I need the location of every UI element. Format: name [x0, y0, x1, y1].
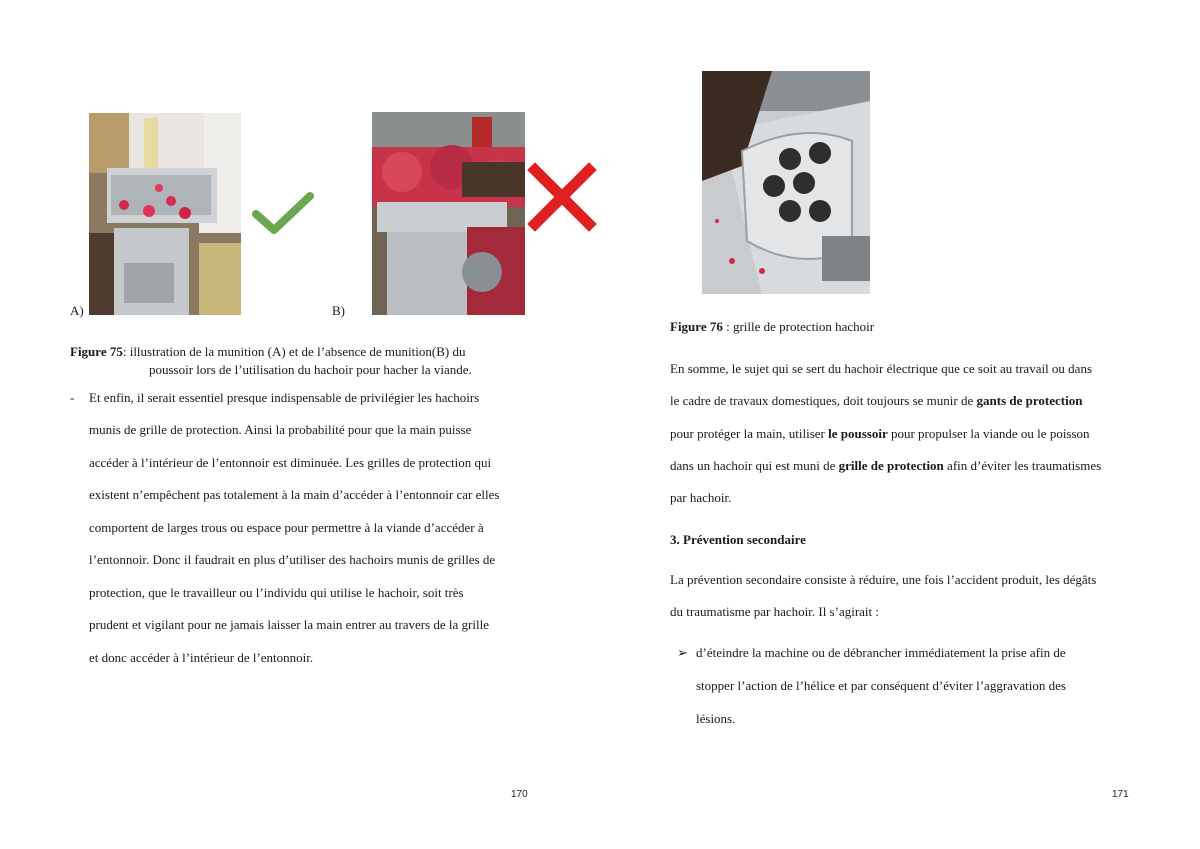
figure75-number: Figure 75: [70, 344, 123, 359]
summary-line: par hachoir.: [670, 490, 732, 505]
paragraph-line: accéder à l’intérieur de l’entonnoir est diminuée. Les grilles de protection qui: [89, 455, 492, 470]
page-number-left: 170: [511, 789, 528, 800]
summary-line: pour protéger la main, utiliser le poussoir pour propulser la viande ou le poisson: [670, 426, 1090, 441]
figure75-caption-line1: Figure 75: illustration de la munition (A) et de l’absence de munition(B) du: [70, 344, 466, 359]
bullet-line: d’éteindre la machine ou de débrancher immédiatement la prise afin de: [696, 645, 1066, 660]
paragraph-line: comportent de larges trous ou espace pour permettre à la viande d’accéder à: [89, 520, 484, 535]
label-b: B): [332, 303, 345, 318]
photo-protection-grid: [702, 71, 870, 294]
photo-grinder-without-pusher: [372, 112, 525, 315]
paragraph-line: et donc accéder à l’intérieur de l’entonnoir.: [89, 650, 314, 665]
cross-icon: [527, 162, 597, 232]
figure76-number: Figure 76: [670, 319, 723, 334]
summary-line: le cadre de travaux domestiques, doit toujours se munir de gants de protection: [670, 393, 1083, 408]
paragraph-line: Et enfin, il serait essentiel presque indispensable de privilégier les hachoirs: [89, 390, 480, 405]
paragraph-line: existent n’empêchent pas totalement à la main d’accéder à l’entonnoir car elles: [89, 487, 500, 502]
secondary-line: du traumatisme par hachoir. Il s’agirait :: [670, 604, 880, 619]
summary-line: dans un hachoir qui est muni de grille de protection afin d’éviter les traumatismes: [670, 458, 1102, 473]
bullet-line: stopper l’action de l’hélice et par conséquent d’éviter l’aggravation des: [696, 678, 1066, 693]
figure76-caption: Figure 76 : grille de protection hachoir: [670, 319, 875, 334]
bullet-line: lésions.: [696, 711, 736, 726]
paragraph-line: protection, que le travailleur ou l’individu qui utilise le hachoir, soit très: [89, 585, 464, 600]
paragraph-line: munis de grille de protection. Ainsi la probabilité pour que la main puisse: [89, 422, 472, 437]
arrow-bullet-icon: ➢: [677, 645, 688, 660]
label-a: A): [70, 303, 84, 318]
page-number-right: 171: [1112, 789, 1129, 800]
check-icon: [252, 192, 314, 234]
secondary-line: La prévention secondaire consiste à réduire, une fois l’accident produit, les dégâts: [670, 572, 1097, 587]
figure75-caption-line2: poussoir lors de l’utilisation du hachoir pour hacher la viande.: [149, 362, 472, 377]
photo-grinder-with-pusher: [89, 113, 241, 315]
paragraph-line: prudent et vigilant pour ne jamais laisser la main entrer au travers de la grille: [89, 617, 489, 632]
paragraph-line: l’entonnoir. Donc il faudrait en plus d’utiliser des hachoirs munis de grilles de: [89, 552, 496, 567]
section-heading: 3. Prévention secondaire: [670, 532, 806, 547]
bullet-dash: -: [70, 390, 75, 405]
summary-line: En somme, le sujet qui se sert du hachoir électrique que ce soit au travail ou dans: [670, 361, 1093, 376]
